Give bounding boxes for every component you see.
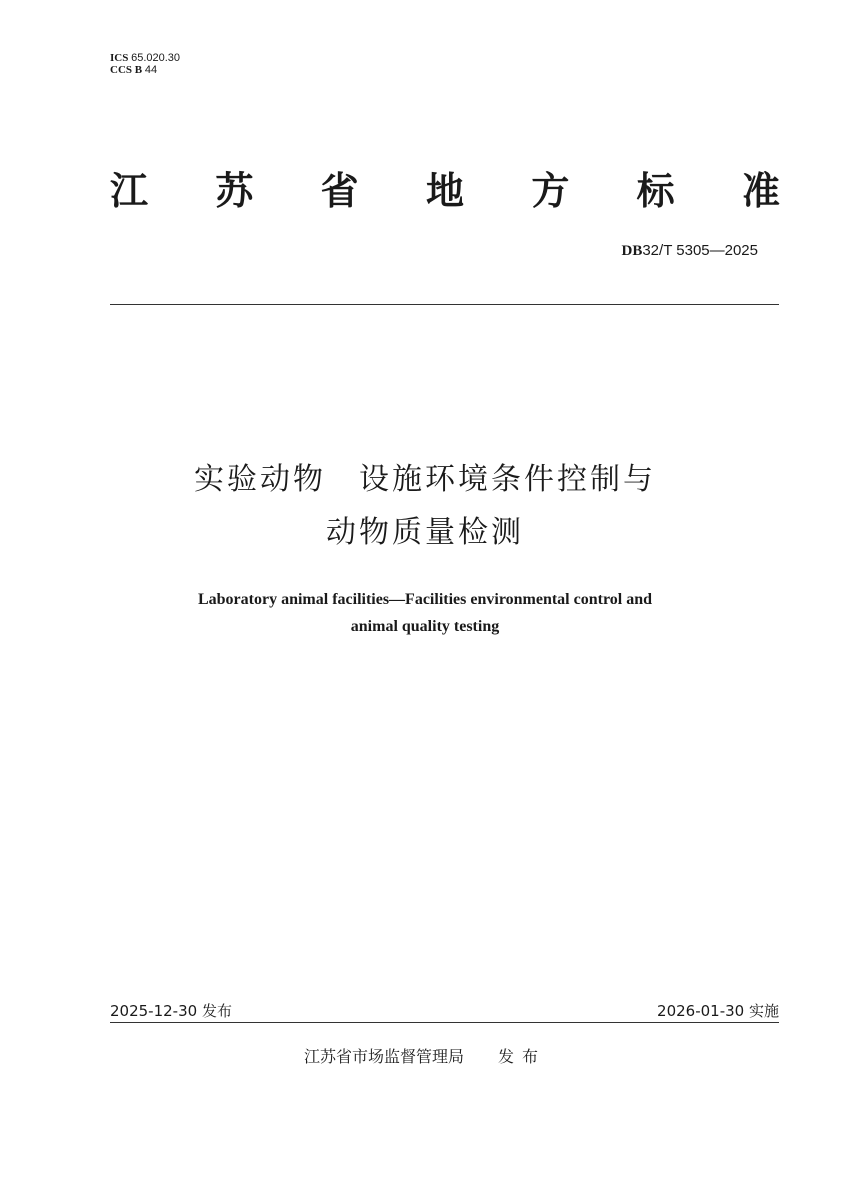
- ccs-code-line: [110, 64, 157, 76]
- bottom-divider: [110, 1022, 779, 1023]
- ics-code-line: [110, 52, 180, 64]
- ccs-label: CCS: [110, 64, 133, 76]
- english-title-line-2: animal quality testing: [350, 618, 500, 635]
- standard-type-char: 江: [110, 169, 149, 213]
- top-divider: [110, 304, 779, 305]
- publisher-name: 江苏省市场监督管理局: [303, 1047, 464, 1066]
- english-title-line-1: Laboratory animal facilities—Facilities environmental control and: [197, 591, 653, 608]
- document-number-prefix: DB: [621, 243, 643, 259]
- ccs-code: 44: [144, 64, 158, 76]
- implementation-date: 2026-01-30 实施: [657, 1002, 779, 1020]
- ccs-class: B: [134, 64, 143, 76]
- ics-code: 65.020.30: [131, 52, 181, 64]
- standard-type-char: 标: [636, 169, 675, 213]
- standard-type-char: 苏: [215, 169, 254, 213]
- publisher-action: 发布: [498, 1047, 547, 1066]
- standard-type-title: [110, 166, 780, 216]
- document-number: [622, 242, 759, 260]
- standard-type-char: 地: [425, 169, 464, 213]
- standard-type-char: 方: [531, 169, 570, 213]
- publisher-line: [0, 1046, 850, 1068]
- chinese-title-line-2: 动物质量检测: [326, 515, 524, 550]
- standard-type-char: 准: [741, 169, 780, 213]
- chinese-title-line-1: 实验动物 设施环境条件控制与: [194, 462, 656, 497]
- ics-label: ICS: [110, 52, 129, 64]
- standard-type-char: 省: [320, 169, 359, 213]
- document-number-value: 32/T 5305—2025: [642, 242, 758, 259]
- issue-date: 2025-12-30 发布: [110, 1002, 232, 1020]
